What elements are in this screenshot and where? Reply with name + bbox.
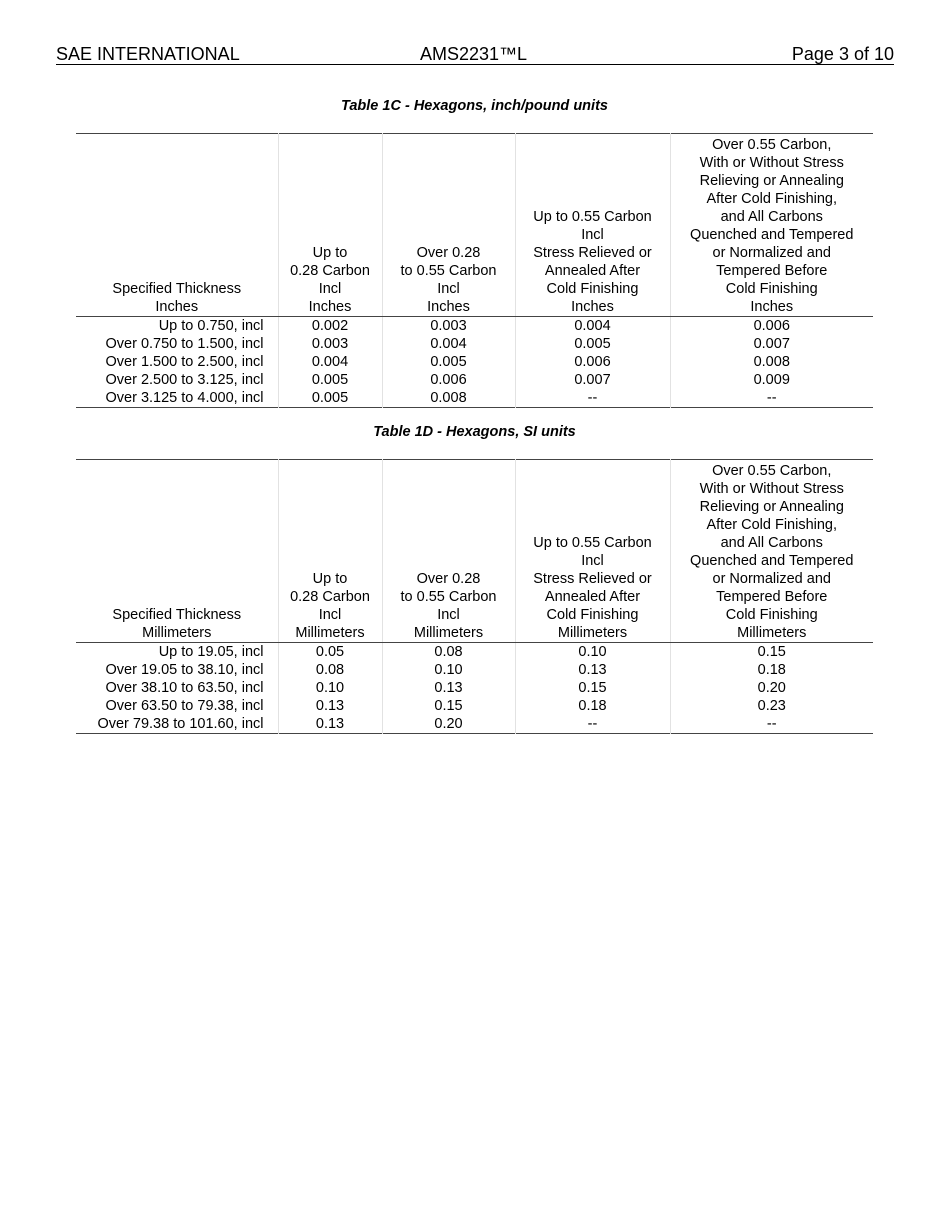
table-cell: 0.13	[278, 697, 382, 715]
column-header-up-to-0-28: Up to 0.28 Carbon Incl Inches	[278, 134, 382, 317]
table-cell: 0.005	[382, 353, 515, 371]
row-label: Over 38.10 to 63.50, incl	[76, 679, 278, 697]
table-cell: 0.009	[753, 372, 790, 388]
table-cell: 0.23	[757, 698, 786, 714]
table-cell: 0.007	[515, 371, 670, 389]
row-label: Over 2.500 to 3.125, incl	[76, 371, 278, 389]
row-label: Up to 19.05, incl	[76, 643, 278, 662]
column-header-over-0-55: Over 0.55 Carbon, With or Without Stress Relieving or Annealing After Cold Finishing, and All Carbons Quenched and Tempered or Normalized and Tempered Before Cold Finishing Inches	[670, 134, 873, 317]
organization-name: SAE INTERNATIONAL	[56, 44, 240, 64]
table-cell: 0.006	[515, 353, 670, 371]
row-label: Over 19.05 to 38.10, incl	[76, 661, 278, 679]
table-row	[76, 697, 873, 715]
table-cell: 0.20	[757, 680, 786, 696]
page-header	[56, 44, 894, 65]
table-cell: 0.18	[515, 697, 670, 715]
table-cell: 0.08	[278, 661, 382, 679]
document-id: AMS2231™L	[420, 44, 528, 64]
table-cell: 0.008	[753, 354, 790, 370]
table-cell: 0.10	[382, 661, 515, 679]
table-1d	[76, 459, 873, 734]
table-cell: 0.004	[278, 353, 382, 371]
table-cell: 0.003	[278, 335, 382, 353]
column-header-thickness: Specified Thickness Inches	[76, 134, 278, 317]
column-header-over-0-28: Over 0.28 to 0.55 Carbon Incl Inches	[382, 134, 515, 317]
table-row	[76, 679, 873, 697]
table-cell: 0.13	[382, 679, 515, 697]
table-cell: --	[515, 389, 670, 408]
table-cell: 0.18	[757, 662, 786, 678]
table-cell: 0.08	[382, 643, 515, 662]
column-header-over-0-28: Over 0.28 to 0.55 Carbon Incl Millimeters	[382, 460, 515, 643]
table-1c	[76, 133, 873, 408]
column-header-over-0-55: Over 0.55 Carbon, With or Without Stress Relieving or Annealing After Cold Finishing, and All Carbons Quenched and Tempered or Normalized and Tempered Before Cold Finishing Millimeters	[670, 460, 873, 643]
table-1d-caption: Table 1D - Hexagons, SI units	[373, 424, 576, 440]
table-1c-caption: Table 1C - Hexagons, inch/pound units	[341, 98, 608, 114]
table-cell: 0.005	[278, 389, 382, 408]
row-label: Over 3.125 to 4.000, incl	[76, 389, 278, 408]
table-cell: 0.004	[382, 335, 515, 353]
row-label: Over 79.38 to 101.60, incl	[76, 715, 278, 734]
table-cell: 0.10	[278, 679, 382, 697]
column-header-stress-relieved: Up to 0.55 Carbon Incl Stress Relieved or Annealed After Cold Finishing Millimeters	[515, 460, 670, 643]
table-cell: 0.15	[515, 679, 670, 697]
page-number: Page 3 of 10	[791, 44, 894, 64]
table-cell: --	[515, 715, 670, 734]
table-cell: 0.15	[382, 697, 515, 715]
table-cell: 0.15	[757, 644, 786, 660]
row-label: Over 0.750 to 1.500, incl	[76, 335, 278, 353]
row-label: Up to 0.750, incl	[76, 317, 278, 336]
table-row	[76, 715, 873, 734]
table-row	[76, 661, 873, 679]
table-row	[76, 389, 873, 408]
table-cell: 0.008	[382, 389, 515, 408]
column-header-up-to-0-28: Up to 0.28 Carbon Incl Millimeters	[278, 460, 382, 643]
table-cell: 0.13	[278, 715, 382, 734]
table-cell: 0.007	[753, 336, 790, 352]
column-header-thickness: Specified Thickness Millimeters	[76, 460, 278, 643]
table-cell: 0.13	[515, 661, 670, 679]
table-cell: 0.005	[278, 371, 382, 389]
row-label: Over 1.500 to 2.500, incl	[76, 353, 278, 371]
table-row	[76, 371, 873, 389]
table-cell: --	[766, 390, 777, 406]
table-cell: 0.20	[382, 715, 515, 734]
table-row	[76, 643, 873, 662]
table-row	[76, 335, 873, 353]
table-cell: 0.002	[278, 317, 382, 336]
row-label: Over 63.50 to 79.38, incl	[76, 697, 278, 715]
column-header-stress-relieved: Up to 0.55 Carbon Incl Stress Relieved or Annealed After Cold Finishing Inches	[515, 134, 670, 317]
table-cell: 0.005	[515, 335, 670, 353]
table-row	[76, 353, 873, 371]
table-cell: --	[766, 716, 777, 732]
table-row	[76, 317, 873, 336]
table-cell: 0.006	[753, 318, 790, 334]
table-cell: 0.004	[515, 317, 670, 336]
table-cell: 0.003	[382, 317, 515, 336]
table-cell: 0.10	[515, 643, 670, 662]
table-cell: 0.05	[278, 643, 382, 662]
table-header-row	[76, 460, 873, 643]
table-cell: 0.006	[382, 371, 515, 389]
table-header-row	[76, 134, 873, 317]
